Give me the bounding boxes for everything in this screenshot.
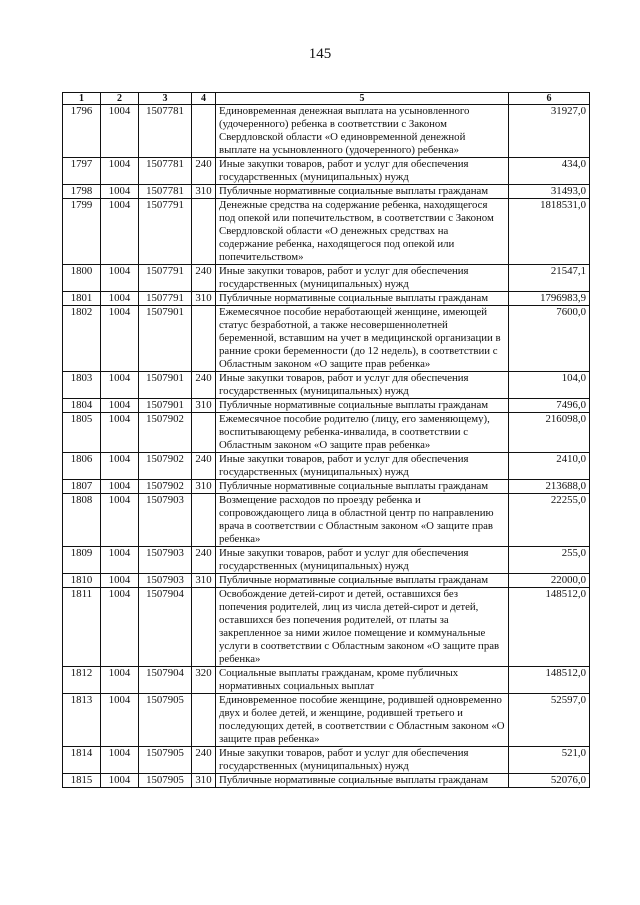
cell-description: Денежные средства на содержание ребенка, находящегося под опекой или попечительством, в соответствии с Законом Свердловской области «О денежных средствах на содержание ребенка, находящегося под опекой или попечительством»: [216, 199, 509, 265]
cell-description: Публичные нормативные социальные выплаты гражданам: [216, 185, 509, 199]
cell-section-code: 1004: [101, 292, 139, 306]
cell-target-article-code: 1507902: [139, 453, 192, 480]
cell-section-code: 1004: [101, 747, 139, 774]
cell-amount: 216098,0: [509, 413, 590, 453]
cell-section-code: 1004: [101, 199, 139, 265]
cell-expense-type-code: [192, 306, 216, 372]
cell-target-article-code: 1507904: [139, 588, 192, 667]
cell-target-article-code: 1507903: [139, 547, 192, 574]
table-row: [63, 292, 590, 306]
cell-description: Иные закупки товаров, работ и услуг для обеспечения государственных (муниципальных) нужд: [216, 547, 509, 574]
cell-row-number: 1812: [63, 667, 101, 694]
cell-row-number: 1813: [63, 694, 101, 747]
cell-expense-type-code: 310: [192, 399, 216, 413]
cell-expense-type-code: 240: [192, 372, 216, 399]
cell-amount: 521,0: [509, 747, 590, 774]
cell-target-article-code: 1507781: [139, 185, 192, 199]
table-row: [63, 306, 590, 372]
table-row: [63, 453, 590, 480]
cell-section-code: 1004: [101, 694, 139, 747]
header-col-2: 2: [101, 93, 139, 105]
cell-expense-type-code: 240: [192, 265, 216, 292]
cell-target-article-code: 1507901: [139, 306, 192, 372]
cell-description: Иные закупки товаров, работ и услуг для обеспечения государственных (муниципальных) нужд: [216, 372, 509, 399]
cell-expense-type-code: [192, 199, 216, 265]
table-row: [63, 265, 590, 292]
cell-target-article-code: 1507791: [139, 265, 192, 292]
table-row: [63, 588, 590, 667]
cell-description: Иные закупки товаров, работ и услуг для обеспечения государственных (муниципальных) нужд: [216, 265, 509, 292]
cell-section-code: 1004: [101, 158, 139, 185]
header-row: [63, 93, 590, 105]
table-row: [63, 185, 590, 199]
cell-description: Освобождение детей-сирот и детей, оставшихся без попечения родителей, лиц из числа детей-сирот и детей, оставшихся без попечения родителей, от платы за закрепленное за ними жилое помещение и коммунальные услуги в соответствии с Областным законом «О защите прав ребенка»: [216, 588, 509, 667]
table-row: [63, 747, 590, 774]
cell-amount: 255,0: [509, 547, 590, 574]
cell-description: Публичные нормативные социальные выплаты гражданам: [216, 774, 509, 788]
cell-amount: 213688,0: [509, 480, 590, 494]
table-header: [63, 93, 590, 105]
cell-target-article-code: 1507901: [139, 372, 192, 399]
cell-row-number: 1810: [63, 574, 101, 588]
cell-expense-type-code: [192, 413, 216, 453]
header-col-3: 3: [139, 93, 192, 105]
cell-expense-type-code: [192, 105, 216, 158]
cell-row-number: 1806: [63, 453, 101, 480]
cell-section-code: 1004: [101, 547, 139, 574]
cell-section-code: 1004: [101, 265, 139, 292]
cell-amount: 148512,0: [509, 588, 590, 667]
cell-expense-type-code: 310: [192, 774, 216, 788]
cell-target-article-code: 1507791: [139, 199, 192, 265]
cell-amount: 2410,0: [509, 453, 590, 480]
cell-amount: 52597,0: [509, 694, 590, 747]
cell-row-number: 1805: [63, 413, 101, 453]
cell-description: Иные закупки товаров, работ и услуг для обеспечения государственных (муниципальных) нужд: [216, 158, 509, 185]
cell-description: Иные закупки товаров, работ и услуг для обеспечения государственных (муниципальных) нужд: [216, 453, 509, 480]
cell-row-number: 1808: [63, 494, 101, 547]
cell-description: Социальные выплаты гражданам, кроме публичных нормативных социальных выплат: [216, 667, 509, 694]
table-row: [63, 105, 590, 158]
cell-row-number: 1802: [63, 306, 101, 372]
cell-section-code: 1004: [101, 185, 139, 199]
cell-amount: 104,0: [509, 372, 590, 399]
budget-table: [62, 92, 590, 788]
cell-section-code: 1004: [101, 494, 139, 547]
cell-description: Возмещение расходов по проезду ребенка и сопровождающего лица в областной центр по направлению врача в соответствии с Областным законом «О защите прав ребенка»: [216, 494, 509, 547]
cell-target-article-code: 1507791: [139, 292, 192, 306]
cell-target-article-code: 1507903: [139, 494, 192, 547]
cell-expense-type-code: 310: [192, 185, 216, 199]
cell-expense-type-code: 240: [192, 547, 216, 574]
cell-description: Единовременная денежная выплата на усыновленного (удочеренного) ребенка в соответствии с Законом Свердловской области «О единовременной денежной выплате на усыновленного (удочеренного) ребенка»: [216, 105, 509, 158]
cell-amount: 52076,0: [509, 774, 590, 788]
cell-description: Иные закупки товаров, работ и услуг для обеспечения государственных (муниципальных) нужд: [216, 747, 509, 774]
cell-row-number: 1807: [63, 480, 101, 494]
cell-target-article-code: 1507902: [139, 413, 192, 453]
cell-target-article-code: 1507781: [139, 105, 192, 158]
cell-expense-type-code: [192, 494, 216, 547]
cell-row-number: 1811: [63, 588, 101, 667]
cell-expense-type-code: 310: [192, 574, 216, 588]
cell-section-code: 1004: [101, 480, 139, 494]
cell-target-article-code: 1507905: [139, 694, 192, 747]
cell-expense-type-code: 320: [192, 667, 216, 694]
cell-amount: 1796983,9: [509, 292, 590, 306]
cell-section-code: 1004: [101, 588, 139, 667]
cell-amount: 148512,0: [509, 667, 590, 694]
table-row: [63, 574, 590, 588]
cell-expense-type-code: [192, 588, 216, 667]
cell-amount: 434,0: [509, 158, 590, 185]
cell-amount: 7600,0: [509, 306, 590, 372]
cell-section-code: 1004: [101, 105, 139, 158]
cell-section-code: 1004: [101, 453, 139, 480]
cell-target-article-code: 1507905: [139, 774, 192, 788]
table-row: [63, 667, 590, 694]
cell-expense-type-code: 240: [192, 453, 216, 480]
cell-target-article-code: 1507903: [139, 574, 192, 588]
table-row: [63, 694, 590, 747]
cell-section-code: 1004: [101, 399, 139, 413]
cell-description: Публичные нормативные социальные выплаты гражданам: [216, 292, 509, 306]
table-row: [63, 158, 590, 185]
cell-amount: 22255,0: [509, 494, 590, 547]
cell-target-article-code: 1507781: [139, 158, 192, 185]
table-row: [63, 372, 590, 399]
cell-target-article-code: 1507905: [139, 747, 192, 774]
cell-expense-type-code: [192, 694, 216, 747]
table-row: [63, 399, 590, 413]
cell-row-number: 1796: [63, 105, 101, 158]
table-row: [63, 774, 590, 788]
cell-row-number: 1799: [63, 199, 101, 265]
cell-amount: 22000,0: [509, 574, 590, 588]
cell-row-number: 1800: [63, 265, 101, 292]
cell-description: Публичные нормативные социальные выплаты гражданам: [216, 574, 509, 588]
cell-description: Публичные нормативные социальные выплаты гражданам: [216, 480, 509, 494]
cell-section-code: 1004: [101, 774, 139, 788]
cell-section-code: 1004: [101, 306, 139, 372]
page-number: 145: [308, 46, 332, 62]
cell-amount: 21547,1: [509, 265, 590, 292]
cell-expense-type-code: 310: [192, 292, 216, 306]
header-col-4: 4: [192, 93, 216, 105]
cell-row-number: 1798: [63, 185, 101, 199]
cell-description: Единовременное пособие женщине, родившей одновременно двух и более детей, и женщине, родившей третьего и последующих детей, в соответствии с Областным законом «О защите прав ребенка»: [216, 694, 509, 747]
cell-description: Ежемесячное пособие родителю (лицу, его заменяющему), воспитывающему ребенка-инвалида, в соответствии с Областным законом «О защите прав ребенка»: [216, 413, 509, 453]
cell-row-number: 1797: [63, 158, 101, 185]
table-row: [63, 413, 590, 453]
cell-description: Публичные нормативные социальные выплаты гражданам: [216, 399, 509, 413]
cell-row-number: 1814: [63, 747, 101, 774]
header-col-5: 5: [216, 93, 509, 105]
header-col-1: 1: [63, 93, 101, 105]
cell-row-number: 1815: [63, 774, 101, 788]
cell-row-number: 1801: [63, 292, 101, 306]
cell-amount: 7496,0: [509, 399, 590, 413]
cell-amount: 31927,0: [509, 105, 590, 158]
cell-row-number: 1809: [63, 547, 101, 574]
cell-expense-type-code: 240: [192, 158, 216, 185]
cell-section-code: 1004: [101, 372, 139, 399]
cell-target-article-code: 1507904: [139, 667, 192, 694]
table-row: [63, 494, 590, 547]
cell-description: Ежемесячное пособие неработающей женщине, имеющей статус безработной, а также несовершеннолетней беременной, вставшим на учет в медицинской организации в ранние сроки беременности (до 12 недель), в соответствии с Областным законом «О защите прав ребенка»: [216, 306, 509, 372]
cell-target-article-code: 1507902: [139, 480, 192, 494]
cell-section-code: 1004: [101, 667, 139, 694]
cell-section-code: 1004: [101, 413, 139, 453]
cell-amount: 1818531,0: [509, 199, 590, 265]
table-row: [63, 547, 590, 574]
header-col-6: 6: [509, 93, 590, 105]
cell-expense-type-code: 240: [192, 747, 216, 774]
cell-row-number: 1803: [63, 372, 101, 399]
cell-section-code: 1004: [101, 574, 139, 588]
table-body: [63, 105, 590, 788]
cell-expense-type-code: 310: [192, 480, 216, 494]
cell-amount: 31493,0: [509, 185, 590, 199]
table-row: [63, 480, 590, 494]
table-row: [63, 199, 590, 265]
cell-target-article-code: 1507901: [139, 399, 192, 413]
cell-row-number: 1804: [63, 399, 101, 413]
